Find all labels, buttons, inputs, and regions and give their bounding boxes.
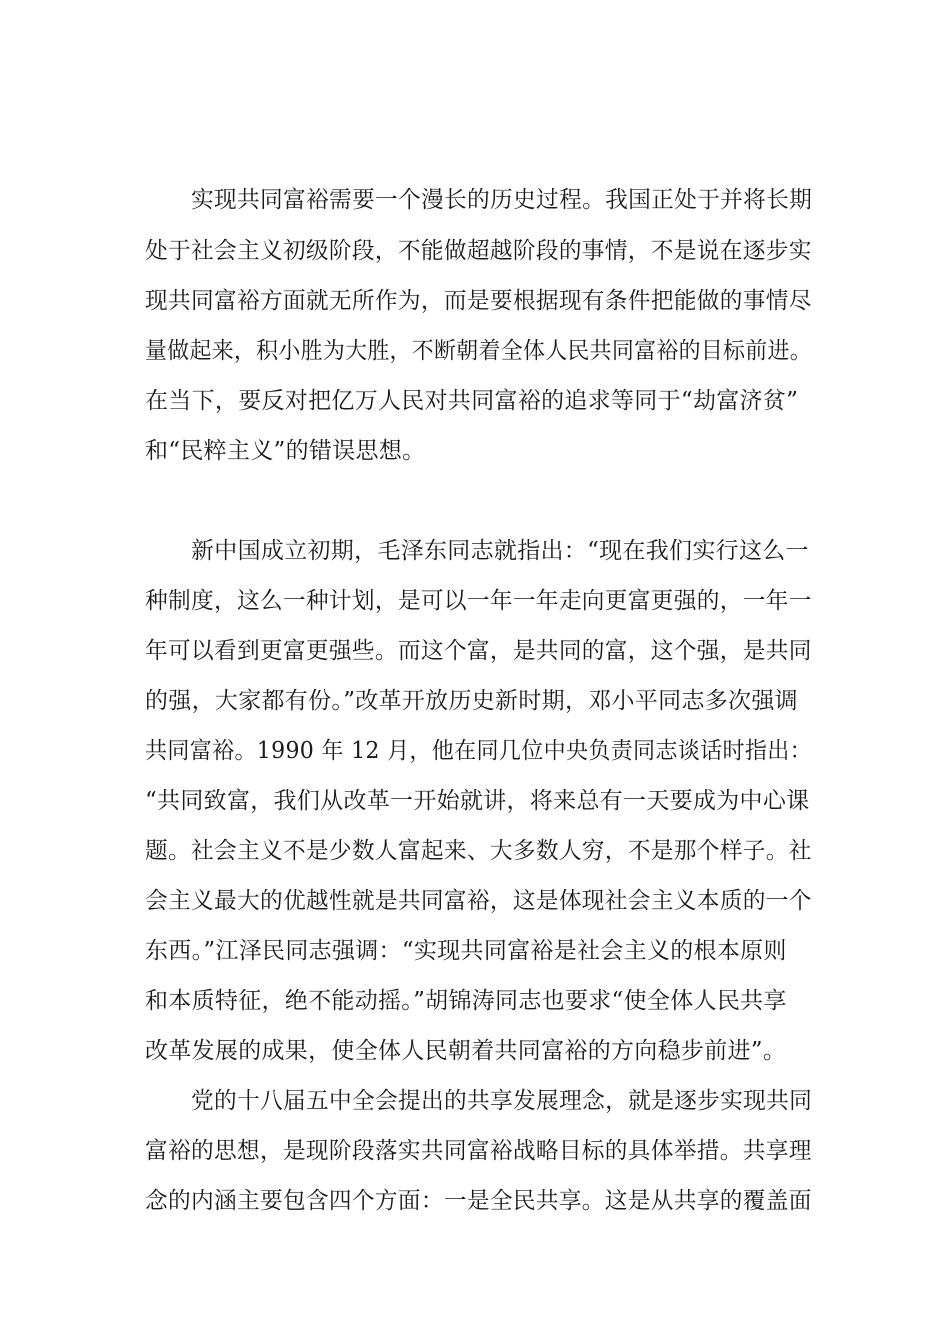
text-line: 改革发展的成果，使全体人民朝着共同富裕的方向稳步前进”。 (145, 1038, 787, 1064)
text-line: 新中国成立初期，毛泽东同志就指出：“现在我们实行这么一 (191, 538, 809, 564)
text-line: 种制度，这么一种计划，是可以一年一年走向更富更强的，一年一 (145, 588, 812, 614)
text-line: 处于社会主义初级阶段，不能做超越阶段的事情，不是说在逐步实 (145, 238, 812, 264)
text-line: 在当下，要反对把亿万人民对共同富裕的追求等同于“劫富济贫” (145, 388, 799, 414)
text-line: 共同富裕。1990 年 12 月，他在同几位中央负责同志谈话时指出： (145, 738, 812, 764)
text-line: 年可以看到更富更强些。而这个富，是共同的富，这个强，是共同 (145, 638, 812, 664)
text-line: 题。社会主义不是少数人富起来、大多数人穷，不是那个样子。社 (145, 838, 812, 864)
text-line: 量做起来，积小胜为大胜，不断朝着全体人民共同富裕的目标前进。 (145, 338, 812, 364)
text-line: 会主义最大的优越性就是共同富裕，这是体现社会主义本质的一个 (145, 888, 812, 914)
text-line: 现共同富裕方面就无所作为，而是要根据现有条件把能做的事情尽 (145, 288, 812, 314)
text-line: 实现共同富裕需要一个漫长的历史过程。我国正处于并将长期 (191, 187, 813, 213)
text-line: 的强，大家都有份。”改革开放历史新时期，邓小平同志多次强调 (145, 688, 798, 714)
text-line: “共同致富，我们从改革一开始就讲，将来总有一天要成为中心课 (145, 788, 810, 814)
text-line: 念的内涵主要包含四个方面：一是全民共享。这是从共享的覆盖面 (145, 1188, 812, 1214)
text-line: 党的十八届五中全会提出的共享发展理念，就是逐步实现共同 (191, 1088, 813, 1114)
text-line: 和本质特征，绝不能动摇。”胡锦涛同志也要求“使全体人民共享 (145, 988, 787, 1014)
text-line: 和“民粹主义”的错误思想。 (145, 438, 426, 464)
text-line: 东西。”江泽民同志强调：“实现共同富裕是社会主义的根本原则 (145, 938, 787, 964)
text-line: 富裕的思想，是现阶段落实共同富裕战略目标的具体举措。共享理 (145, 1138, 812, 1164)
